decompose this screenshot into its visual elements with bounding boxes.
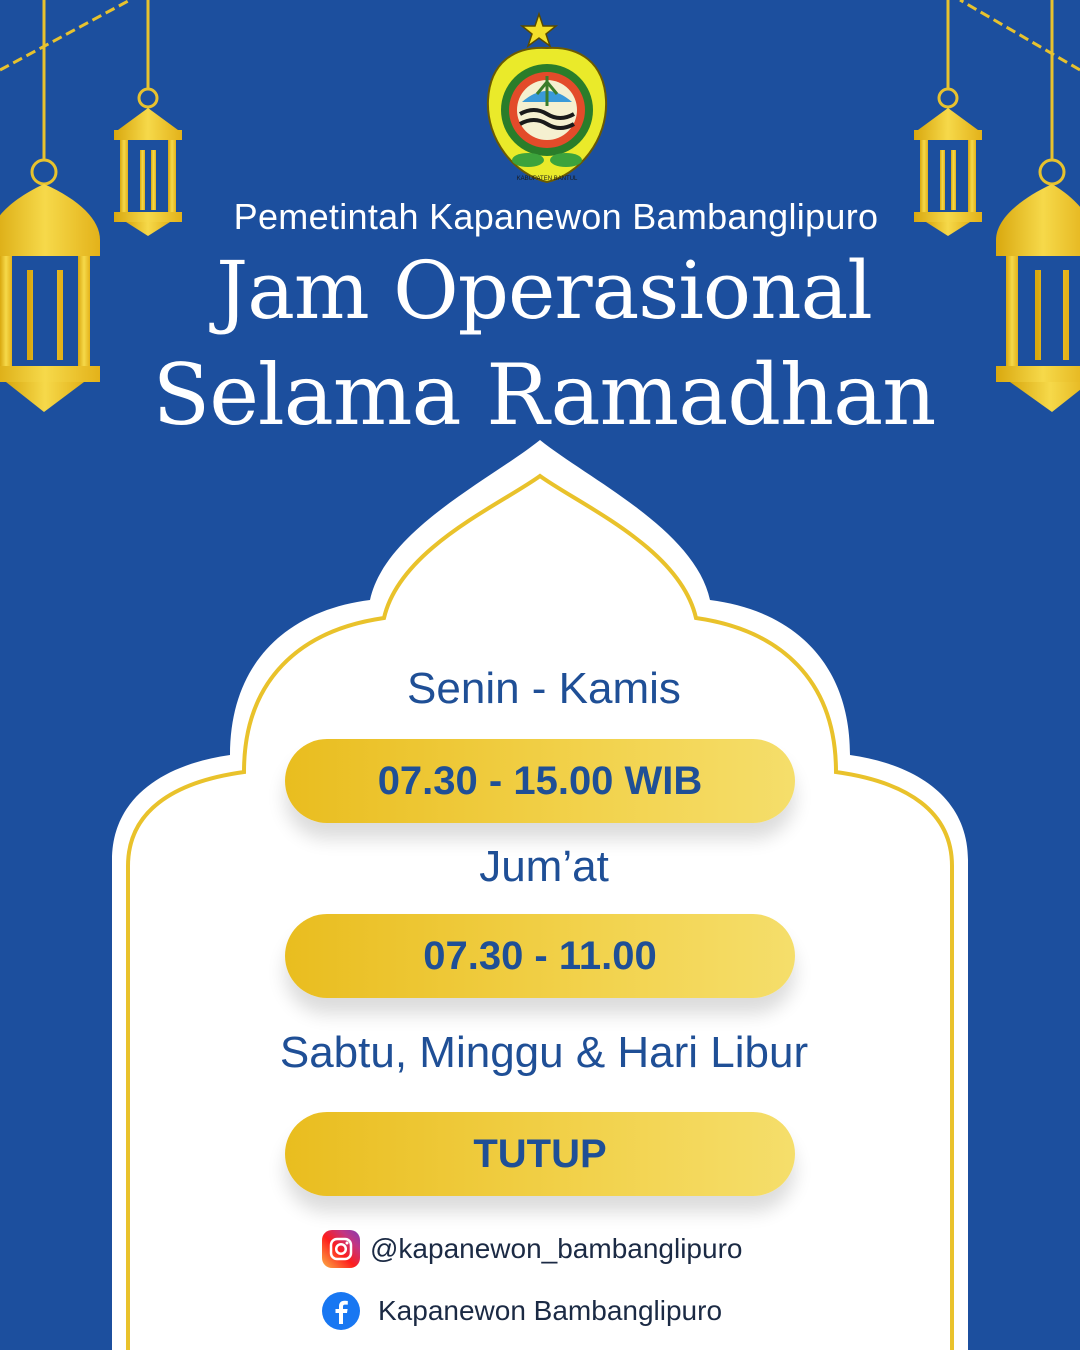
hours-pill-friday: 07.30 - 11.00 [285, 914, 795, 998]
day-label-friday: Jum’at [479, 842, 609, 891]
page-title-line1: Jam Operasional [216, 244, 872, 337]
instagram-link[interactable] [322, 1230, 742, 1268]
arch-outer [112, 440, 968, 1350]
instagram-handle: @kapanewon_bambanglipuro [370, 1233, 743, 1264]
svg-text:KABUPATEN BANTUL: KABUPATEN BANTUL [516, 176, 578, 182]
day-label-weekend: Sabtu, Minggu & Hari Libur [279, 1028, 809, 1077]
page-title-line2: Selama Ramadhan [152, 346, 936, 444]
instagram-icon [322, 1230, 360, 1268]
facebook-icon [322, 1292, 360, 1330]
bantul-logo [484, 10, 610, 186]
government-subtitle: Pemetintah Kapanewon Bambanglipuro [233, 196, 879, 237]
facebook-link[interactable] [322, 1292, 722, 1330]
hours-pill-weekdays: 07.30 - 15.00 WIB [285, 739, 795, 823]
facebook-name: Kapanewon Bambanglipuro [378, 1295, 723, 1326]
day-label-weekdays: Senin - Kamis [407, 664, 681, 713]
hours-pill-weekend: TUTUP [285, 1112, 795, 1196]
